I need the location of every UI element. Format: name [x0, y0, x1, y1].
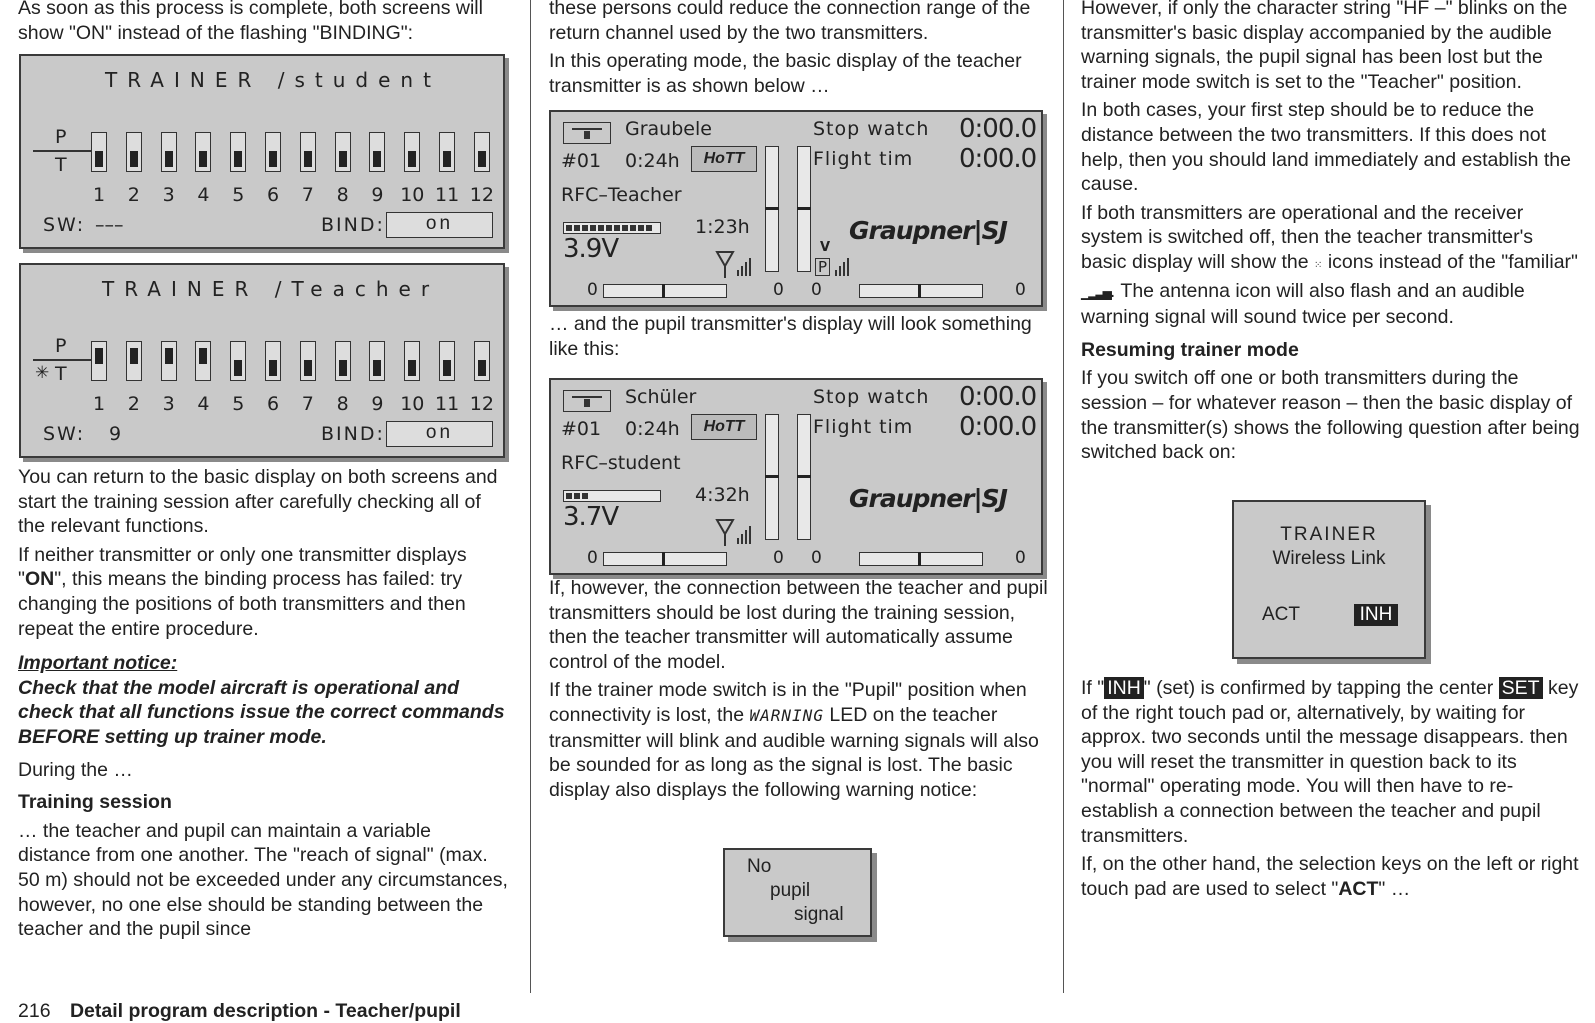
flight-time-label: Flight tim — [813, 148, 914, 170]
channel-number: 3 — [162, 393, 175, 415]
model-number: #01 — [561, 150, 602, 172]
channel-box — [369, 341, 385, 381]
battery-voltage: 3.7V — [563, 502, 619, 532]
channel-number: 2 — [127, 393, 140, 415]
signal-icon — [835, 256, 853, 283]
channel-box — [265, 132, 281, 172]
antenna-icon — [715, 250, 751, 285]
model-icon — [563, 390, 611, 412]
act-option[interactable]: ACT — [1262, 604, 1300, 625]
column-2-mid — [549, 312, 1049, 365]
screen-title: TRAINER /student — [105, 68, 441, 92]
rfc-label: RFC–Teacher — [561, 184, 682, 206]
return-paragraph: You can return to the basic display on both screens and start the training session after carefully checking all of the relevant functions. — [18, 466, 498, 538]
pupil-basic-display — [549, 378, 1043, 575]
trainer-teacher-screen — [19, 263, 505, 458]
set-key-label: SET — [1499, 677, 1543, 699]
important-notice: Important notice: Check that the model aircraft is operational and check that all functions issue the correct commands BEFORE setting up trainer mode. — [18, 652, 505, 748]
channel-number: 5 — [232, 393, 245, 415]
channel-number: 3 — [162, 184, 175, 206]
training-session-heading: Training session — [18, 791, 172, 814]
column-2-lower — [549, 576, 1049, 806]
page-number: 216 — [18, 1000, 51, 1022]
flight-time-label: Flight tim — [813, 416, 914, 438]
rfc-label: RFC–student — [561, 452, 681, 474]
channel-box — [335, 341, 351, 381]
p-label: P — [55, 126, 67, 148]
bind-status: on — [386, 421, 493, 447]
failure-paragraph: If neither transmitter or only one transmitter displays "ON", this means the binding process has failed: try changing the positions of both transmitters and then repeat the entire procedure. — [18, 543, 467, 640]
channel-box — [161, 341, 177, 381]
training-paragraph: … the teacher and pupil can maintain a variable distance from one another. The "reach of signal" (max. 50 m) should not be exceeded under any circumstances, however, no one else should be standing between the teacher and the pupil since — [18, 819, 508, 941]
inh-confirm-paragraph: If " INH " (set) is confirmed by tapping the center SET key of the right touch pad or, alternatively, by waiting for approx. two seconds until the message disappears. then you will reset the transmitter in question back to its "normal" operating mode. You will then have to re-establish a connection between the teacher and pupil transmitters. — [1081, 677, 1579, 847]
column-1 — [18, 0, 508, 49]
bind-status: on — [386, 212, 493, 238]
channel-box — [265, 341, 281, 381]
no-signal-icon: ⁙ — [1314, 259, 1323, 271]
popup-line-1: No — [747, 856, 772, 877]
channel-box — [404, 132, 420, 172]
channel-number: 4 — [197, 184, 210, 206]
inh-option[interactable]: INH — [1354, 604, 1398, 626]
channel-box — [474, 132, 490, 172]
flight-time-value: 0:00.0 — [959, 144, 1037, 174]
channel-number: 10 — [400, 184, 425, 206]
resuming-heading: Resuming trainer mode — [1081, 338, 1299, 361]
channel-box — [439, 132, 455, 172]
battery-bar — [563, 222, 661, 234]
zero-label: 0 — [773, 280, 784, 300]
sw-value: 9 — [109, 423, 122, 445]
channel-box — [404, 341, 420, 381]
stopwatch-value: 0:00.0 — [959, 114, 1037, 144]
trim-bar-bottom-right — [859, 284, 983, 298]
channel-number: 6 — [267, 184, 280, 206]
channel-number: 8 — [336, 393, 349, 415]
stopwatch-value: 0:00.0 — [959, 382, 1037, 412]
act-paragraph: If, on the other hand, the selection keys on the left or right touch pad are used to select "ACT" … — [1081, 853, 1579, 900]
channel-box — [439, 341, 455, 381]
brand-logo: Graupner|SJ — [849, 216, 1007, 245]
channel-number: 7 — [301, 393, 314, 415]
popup-line-3: signal — [794, 904, 844, 925]
column-3-lower — [1081, 676, 1581, 905]
trim-bar-right — [797, 414, 811, 540]
channel-number: 1 — [93, 184, 106, 206]
column-1-lower — [18, 465, 508, 946]
v-indicator: V — [820, 240, 831, 255]
column-divider — [1063, 0, 1064, 993]
model-name: Schüler — [625, 386, 697, 408]
hott-logo-icon: HoTT — [691, 414, 757, 440]
channel-number: 9 — [371, 184, 384, 206]
channel-box — [335, 132, 351, 172]
channel-number: 6 — [267, 393, 280, 415]
t-label: T — [55, 363, 67, 385]
trim-bar-bottom-left — [603, 552, 727, 566]
footer-title: Detail program description - Teacher/pupil — [69, 1000, 461, 1022]
channel-number: 4 — [197, 393, 210, 415]
channel-box — [161, 132, 177, 172]
p-label: P — [55, 335, 67, 357]
flight-time-value: 0:00.0 — [959, 412, 1037, 442]
teacher-basic-display — [549, 110, 1043, 307]
page-footer — [18, 1000, 461, 1023]
bind-label: BIND: — [321, 214, 385, 236]
sw-value: ––– — [95, 214, 124, 236]
connection-lost-paragraph: If, however, the connection between the teacher and pupil transmitters should be lost during the training session, then the teacher transmitter will automatically assume control of the model. — [549, 577, 1048, 673]
channel-box — [126, 341, 142, 381]
range-paragraph: these persons could reduce the connection range of the return channel used by the two transmitters. — [549, 0, 1031, 44]
channel-box — [369, 132, 385, 172]
channel-number: 9 — [371, 393, 384, 415]
battery-voltage: 3.9V — [563, 234, 619, 264]
operating-hours: 1:23h — [695, 216, 750, 238]
channel-number: 10 — [400, 393, 425, 415]
model-time: 0:24h — [625, 418, 680, 440]
channel-box — [91, 132, 107, 172]
stopwatch-label: Stop watch — [813, 118, 930, 140]
popup-line-2: pupil — [770, 880, 811, 901]
no-pupil-signal-popup — [723, 848, 872, 937]
zero-label: 0 — [587, 548, 598, 568]
channel-box — [300, 132, 316, 172]
channel-number: 12 — [469, 184, 494, 206]
zero-label: 0 — [1015, 280, 1026, 300]
column-3 — [1081, 0, 1581, 469]
zero-label: 0 — [773, 548, 784, 568]
zero-label: 0 — [811, 548, 822, 568]
during-paragraph: During the … — [18, 758, 133, 781]
stopwatch-label: Stop watch — [813, 386, 930, 408]
sw-label: SW: — [43, 423, 86, 445]
warning-led-label: WARNING — [749, 705, 824, 725]
reduce-distance-paragraph: In both cases, your first step should be to reduce the distance between the two transmitters. If this does not help, then you should land immediately and establish the cause. — [1081, 99, 1571, 196]
channel-box — [474, 341, 490, 381]
p-indicator: P — [815, 258, 830, 276]
asterisk-icon: ✳ — [35, 363, 50, 383]
channel-number: 12 — [469, 393, 494, 415]
zero-label: 0 — [587, 280, 598, 300]
popup-subtitle: Wireless Link — [1272, 548, 1386, 569]
channel-number: 5 — [232, 184, 245, 206]
switch-off-paragraph: If you switch off one or both transmitters during the session – for whatever reason – then the basic display of the transmitter(s) shows the following question after being switched back on: — [1081, 367, 1580, 464]
screen-title: TRAINER /Teacher — [102, 277, 440, 301]
brand-logo: Graupner|SJ — [849, 484, 1007, 513]
battery-bar — [563, 490, 661, 502]
channel-box — [195, 341, 211, 381]
signal-bars-icon: ▁▂▃▅ — [1081, 285, 1110, 300]
warning-paragraph: If the trainer mode switch is in the "Pupil" position when connectivity is lost, the WARNING LED on the teacher transmitter will blink and audible warning signals will also be sounded for as long as the signal is lost. The basic display also displays the following warning notice: — [549, 679, 1039, 801]
sw-label: SW: — [43, 214, 86, 236]
channel-box — [230, 132, 246, 172]
intro-paragraph: As soon as this process is complete, both screens will show "ON" instead of the flashing "BINDING": — [18, 0, 483, 44]
antenna-icon — [715, 518, 751, 553]
hott-logo-icon: HoTT — [691, 146, 757, 172]
column-2 — [549, 0, 1049, 102]
channel-number: 1 — [93, 393, 106, 415]
t-label: T — [55, 154, 67, 176]
bind-label: BIND: — [321, 423, 385, 445]
teacher-display-paragraph: In this operating mode, the basic display of the teacher transmitter is as shown below … — [549, 50, 1022, 97]
model-name: Graubele — [625, 118, 712, 140]
channel-box — [126, 132, 142, 172]
channel-number: 2 — [127, 184, 140, 206]
channel-number: 8 — [336, 184, 349, 206]
model-icon — [563, 122, 611, 144]
pupil-display-paragraph: … and the pupil transmitter's display will look something like this: — [549, 313, 1032, 360]
trim-bar-bottom-left — [603, 284, 727, 298]
channel-number: 11 — [435, 184, 460, 206]
channel-box — [91, 341, 107, 381]
channel-box — [300, 341, 316, 381]
channel-number: 11 — [435, 393, 460, 415]
receiver-off-paragraph: If both transmitters are operational and the receiver system is switched off, then the teacher transmitter's basic display will show the ⁙ icons instead of the "familiar" ▁▂▃▅. The antenna icon will also flash and an audible warning signal will sound twice per second. — [1081, 201, 1578, 329]
channel-box — [230, 341, 246, 381]
trainer-wireless-link-popup — [1232, 500, 1426, 659]
column-divider — [530, 0, 531, 993]
popup-title: TRAINER — [1280, 524, 1378, 545]
trainer-student-screen — [19, 54, 505, 249]
inh-key-label: INH — [1104, 677, 1144, 699]
trim-bar-left — [765, 414, 779, 540]
trim-bar-left — [765, 146, 779, 272]
trim-bar-right — [797, 146, 811, 272]
hf-paragraph: However, if only the character string "HF –" blinks on the transmitter's basic display accompanied by the audible warning signals, the pupil signal has been lost but the trainer mode switch is set to the "Teacher" position. — [1081, 0, 1568, 93]
channel-box — [195, 132, 211, 172]
model-number: #01 — [561, 418, 602, 440]
trim-bar-bottom-right — [859, 552, 983, 566]
channel-number: 7 — [301, 184, 314, 206]
zero-label: 0 — [1015, 548, 1026, 568]
zero-label: 0 — [811, 280, 822, 300]
operating-hours: 4:32h — [695, 484, 750, 506]
model-time: 0:24h — [625, 150, 680, 172]
